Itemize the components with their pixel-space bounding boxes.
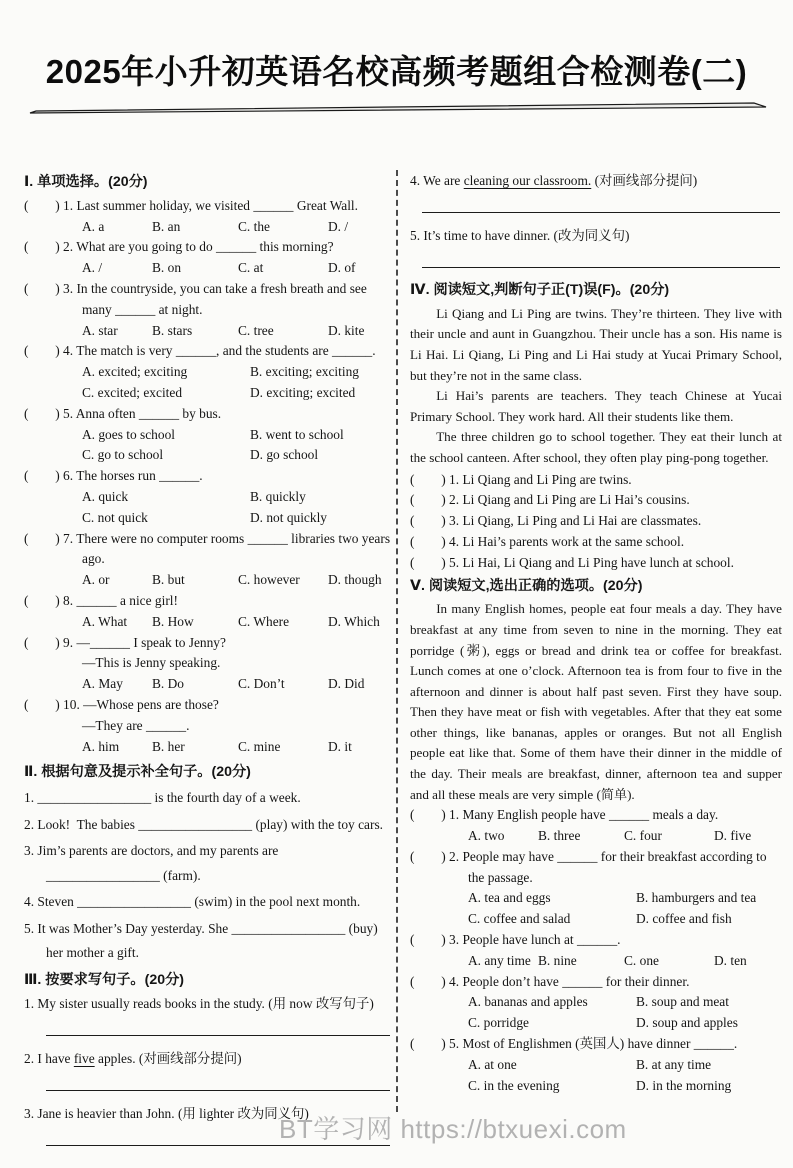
true-false-items — [410, 470, 782, 574]
option-row — [410, 909, 782, 930]
option: C. excited; excited — [82, 384, 183, 400]
underlined-part: five — [73, 1051, 95, 1067]
page-title: 2025年小升初英语名校高频考题组合检测卷(二) — [45, 53, 748, 90]
option: D. five — [714, 828, 752, 844]
option: B. on — [152, 260, 182, 276]
option: D. not quickly — [250, 509, 327, 525]
option: A. star — [82, 322, 118, 338]
question-line: ( ) 5. Anna often ______ by bus. — [24, 405, 222, 421]
option: B. went to school — [250, 426, 344, 442]
option: A. tea and eggs — [468, 890, 551, 906]
option: A. two — [468, 828, 505, 844]
tf-item: ( ) 5. Li Hai, Li Qiang and Li Ping have lunch at school. — [410, 554, 734, 570]
option: C. four — [624, 828, 662, 844]
fill-item: 5. It was Mother’s Day yesterday. She _________________ (buy) her mother a gift. — [24, 920, 382, 961]
section-3-heading: Ⅲ. 按要求写句子。(20分) — [24, 971, 185, 988]
question-line: ( ) 10. —Whose pens are those? — [24, 696, 219, 712]
mc-question — [410, 930, 782, 972]
option: C. tree — [238, 322, 274, 338]
rewrite-text-pre: 2. I have — [24, 1051, 74, 1067]
question-line: ( ) 4. People don’t have ______ for their dinner. — [410, 973, 690, 989]
rewrite-text-pre: 5. It’s time to have dinner. (改为同义句) — [410, 228, 630, 243]
mc-question — [24, 633, 392, 695]
option-row — [24, 425, 392, 446]
option: A. a — [82, 218, 105, 234]
fill-item: 1. _________________ is the fourth day of a week. — [24, 790, 301, 806]
option: A. any time — [468, 952, 531, 968]
watermark: BT学习网 https://btxuexi.com — [279, 1114, 627, 1144]
answer-line — [46, 1077, 390, 1091]
option: C. one — [624, 952, 659, 968]
rewrite-item — [24, 1048, 392, 1091]
rewrite-text-post: apples. (对画线部分提问) — [94, 1051, 242, 1067]
section-4-heading: Ⅳ. 阅读短文,判断句子正(T)误(F)。(20分) — [410, 282, 670, 298]
mc-question — [24, 279, 392, 341]
option: D. / — [328, 218, 349, 234]
option: D. in the morning — [636, 1077, 732, 1093]
option: B. soup and meat — [636, 994, 729, 1010]
rewrite-item — [410, 225, 782, 268]
option: A. May — [82, 676, 123, 692]
option-row — [410, 826, 782, 847]
option: B. quickly — [250, 488, 306, 504]
option: A. or — [82, 572, 110, 588]
title-divider — [26, 102, 768, 114]
rewrite-text-pre: 1. My sister usually reads books in the study. (用 now 改写句子) — [24, 996, 374, 1012]
option: B. nine — [538, 952, 577, 968]
option: C. Where — [238, 613, 290, 629]
right-column — [410, 170, 782, 1096]
mc-question — [24, 341, 392, 403]
option: C. not quick — [82, 509, 148, 525]
rewrite-text — [24, 993, 392, 1014]
option: B. hamburgers and tea — [636, 890, 757, 906]
rewrite-item — [24, 993, 392, 1036]
passage-paragraph: In many English homes, people eat four meals a day. They have breakfast at any time from seven to nine in the morning. They eat porridge (粥), eggs or bread and drink tea or coffee for breakfast. Lunch comes at one o’clock. Afternoon tea is from four to five in the afternoon and dinner is about half past seven. First they have soup. Then they have meat or fish with vegetables. After that they eat some other things, like bananas, apples or oranges. But not all English people eat like that. Some of them have their dinner in the middle of the day. Their meals are breakfast, dinner, afternoon tea and supper and all these meals are very simple (简单). — [410, 601, 782, 802]
option: C. porridge — [468, 1015, 529, 1031]
fill-item: 4. Steven _________________ (swim) in the pool next month. — [24, 894, 361, 910]
column-divider — [396, 170, 398, 1112]
option-row — [410, 1055, 782, 1076]
option: C. however — [238, 572, 300, 588]
option: A. goes to school — [82, 426, 175, 442]
passage-paragraph: The three children go to school together. They eat their lunch at the school canteen. After school, they often play ping-pong together. — [410, 429, 782, 465]
question-line: ( ) 1. Last summer holiday, we visited ______ Great Wall. — [24, 197, 358, 213]
option: A. him — [82, 738, 120, 754]
option-row — [24, 612, 392, 633]
option: A. excited; exciting — [82, 364, 188, 380]
option-row — [410, 1076, 782, 1097]
mc-question — [24, 237, 392, 279]
question-line-2: —They are ______. — [82, 717, 190, 733]
section-1-heading: Ⅰ. 单项选择。(20分) — [24, 174, 148, 190]
option: A. What — [82, 613, 128, 629]
option-row — [24, 508, 392, 529]
answer-line — [46, 1022, 390, 1036]
question-line: ( ) 3. In the countryside, you can take a fresh breath and see many ______ at night. — [24, 280, 371, 317]
rewrite-text — [410, 170, 782, 191]
option: B. at any time — [636, 1056, 712, 1072]
rewrite-text — [24, 1048, 392, 1069]
option-row — [24, 674, 392, 695]
mc-question — [410, 805, 782, 847]
option-row — [24, 570, 392, 591]
tf-item: ( ) 3. Li Qiang, Li Ping and Li Hai are classmates. — [410, 513, 702, 529]
rewrite-text-pre: 3. Jane is heavier than John. (用 lighter 改为同义句) — [24, 1106, 309, 1122]
option-row — [410, 992, 782, 1013]
option-row — [24, 487, 392, 508]
fill-item: 3. Jim’s parents are doctors, and my parents are _________________ (farm). — [24, 843, 282, 883]
option: D. of — [328, 260, 356, 276]
option: D. though — [328, 572, 382, 588]
answer-line — [422, 254, 780, 268]
question-line-2: —This is Jenny speaking. — [82, 655, 221, 671]
mc-question — [24, 695, 392, 757]
option-row — [24, 362, 392, 383]
option: D. coffee and fish — [636, 911, 732, 927]
option-row — [24, 258, 392, 279]
option-row — [24, 217, 392, 238]
option-row — [24, 445, 392, 466]
option: C. coffee and salad — [468, 911, 571, 927]
exam-page — [0, 46, 793, 1144]
option: C. go to school — [82, 447, 164, 463]
option: D. Did — [328, 676, 365, 692]
option: D. it — [328, 738, 352, 754]
option: C. mine — [238, 738, 281, 754]
option-row — [410, 951, 782, 972]
option: B. Do — [152, 676, 184, 692]
mc-question — [24, 591, 392, 633]
option: D. ten — [714, 952, 747, 968]
question-line: ( ) 2. What are you going to do ______ this morning? — [24, 239, 334, 255]
option: C. in the evening — [468, 1077, 560, 1093]
question-line: ( ) 2. People may have ______ for their breakfast according to the passage. — [410, 848, 770, 885]
underlined-part: cleaning our classroom. — [463, 173, 592, 188]
mc-question — [24, 196, 392, 238]
option: B. an — [152, 218, 181, 234]
question-line: ( ) 6. The horses run ______. — [24, 468, 203, 484]
rewrite-text-pre: 4. We are — [410, 173, 464, 188]
option-row — [24, 737, 392, 758]
option-row — [410, 888, 782, 909]
option: C. Don’t — [238, 676, 285, 692]
option: D. go school — [250, 447, 319, 463]
option: B. How — [152, 613, 194, 629]
rewrite-item — [410, 170, 782, 213]
question-line: ( ) 9. —______ I speak to Jenny? — [24, 634, 226, 650]
left-column — [24, 170, 392, 1158]
section-5-heading: Ⅴ. 阅读短文,选出正确的选项。(20分) — [410, 577, 643, 594]
option: A. bananas and apples — [468, 994, 588, 1010]
mc-question — [24, 529, 392, 591]
fill-item: 2. Look! The babies _________________ (play) with the toy cars. — [24, 816, 384, 832]
option: A. at one — [468, 1056, 517, 1072]
mc-question — [410, 972, 782, 1034]
question-line: ( ) 7. There were no computer rooms ______ libraries two years ago. — [24, 530, 394, 567]
option: A. quick — [82, 488, 129, 504]
option: D. kite — [328, 322, 365, 338]
passage-paragraph: Li Qiang and Li Ping are twins. They’re thirteen. They live with their uncle and aunt in Guangzhou. Their uncle has a son. His name is Li Hai. Li Qiang, Li Ping and Li Hai study at Yucai Primary School, but they’re not in the same class. — [410, 305, 782, 383]
answer-line — [422, 199, 780, 213]
option: C. the — [238, 218, 270, 234]
option: B. but — [152, 572, 185, 588]
option: B. stars — [152, 322, 193, 338]
option: A. / — [82, 260, 103, 276]
tf-item: ( ) 1. Li Qiang and Li Ping are twins. — [410, 471, 632, 487]
mc-question — [410, 1034, 782, 1096]
question-line: ( ) 8. ______ a nice girl! — [24, 592, 178, 608]
mc-question — [24, 404, 392, 466]
option: D. Which — [328, 613, 380, 629]
option: B. three — [538, 828, 581, 844]
tf-item: ( ) 4. Li Hai’s parents work at the same school. — [410, 533, 685, 549]
option: D. soup and apples — [636, 1015, 738, 1031]
mc-question — [410, 847, 782, 930]
option: B. exciting; exciting — [250, 364, 359, 380]
rewrite-text-post: (对画线部分提问) — [591, 173, 698, 188]
option: C. at — [238, 260, 264, 276]
section-2-heading: Ⅱ. 根据句意及提示补全句子。(20分) — [24, 764, 251, 781]
question-line: ( ) 4. The match is very ______, and the students are ______. — [24, 343, 376, 359]
option-row — [24, 321, 392, 342]
rewrite-text — [410, 225, 782, 246]
question-line: ( ) 5. Most of Englishmen (英国人) have dinner ______. — [410, 1036, 738, 1052]
question-line: ( ) 3. People have lunch at ______. — [410, 932, 621, 948]
option: D. exciting; excited — [250, 384, 356, 400]
option-row — [24, 383, 392, 404]
tf-item: ( ) 2. Li Qiang and Li Ping are Li Hai’s cousins. — [410, 492, 690, 508]
mc-question — [24, 466, 392, 528]
option-row — [410, 1013, 782, 1034]
question-line: ( ) 1. Many English people have ______ meals a day. — [410, 807, 719, 823]
passage-paragraph: Li Hai’s parents are teachers. They teach Chinese at Yucai Primary School. They work hard. All their students like them. — [410, 388, 782, 424]
option: B. her — [152, 738, 185, 754]
